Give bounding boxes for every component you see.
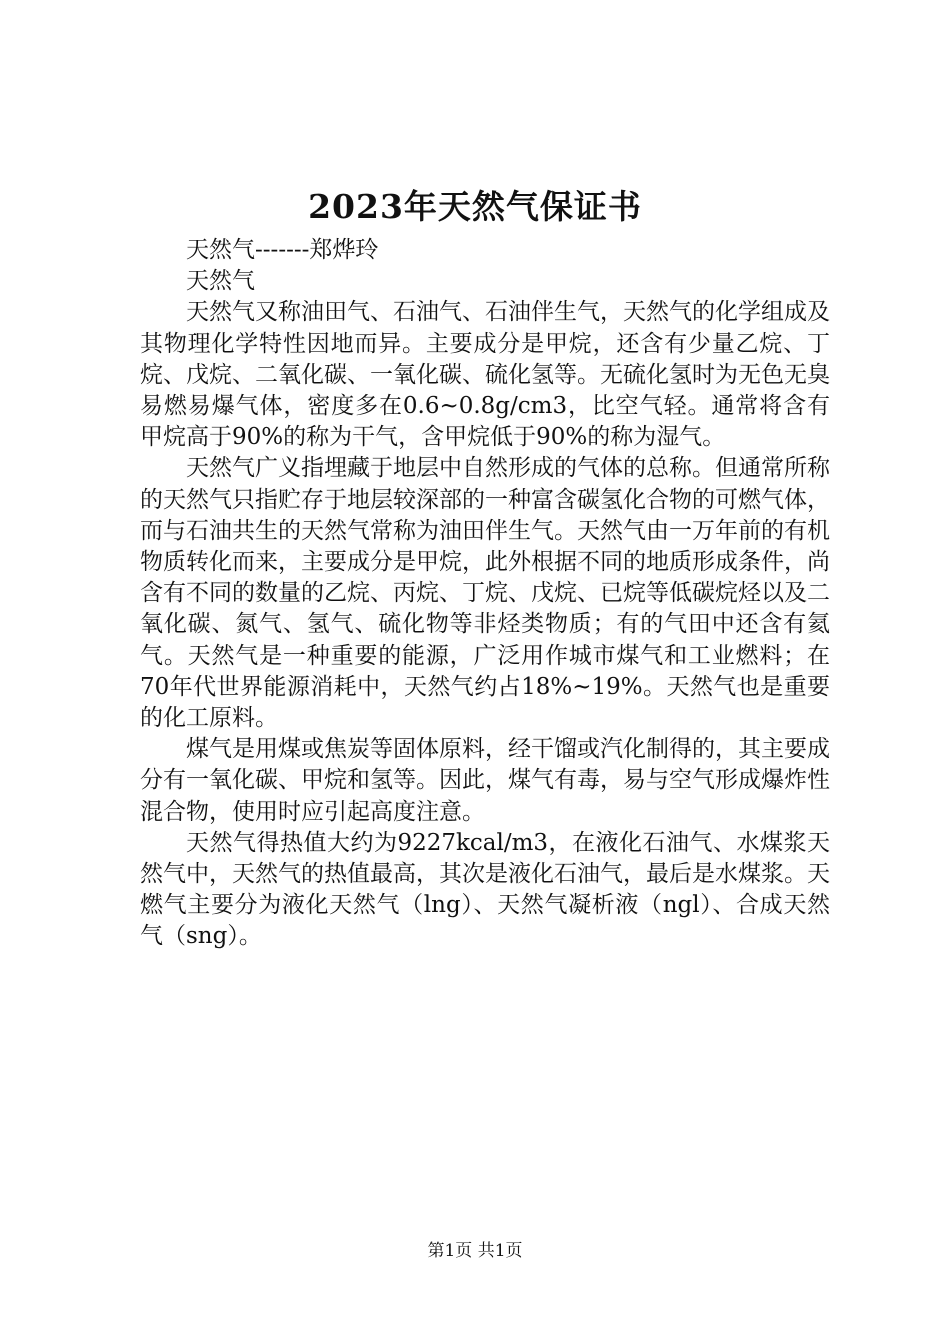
paragraph-coal-gas: 煤气是用煤或焦炭等固体原料，经干馏或汽化制得的，其主要成分有一氧化碳、甲烷和氢等。因此，煤气有毒，易与空气形成爆炸性混合物，使用时应引起高度注意。: [140, 736, 830, 825]
paragraph-definition: 天然气又称油田气、石油气、石油伴生气，天然气的化学组成及其物理化学特性因地而异。主要成分是甲烷，还含有少量乙烷、丁烷、戊烷、二氧化碳、一氧化碳、硫化氢等。无硫化氢时为无色无臭易燃易爆气体，密度多在0.6~0.8g/cm3，比空气轻。通常将含有甲烷高于90%的称为干气，含甲烷低于90%的称为湿气。: [140, 299, 830, 451]
document-title: 2023年天然气保证书: [308, 187, 642, 226]
document-body: [140, 235, 830, 953]
section-heading: 天然气: [186, 268, 255, 295]
paragraph-heat-value: 天然气得热值大约为9227kcal/m3，在液化石油气、水煤浆天然气中，天然气的热值最高，其次是液化石油气，最后是水煤浆。天燃气主要分为液化天然气（lng）、天然气凝析液（ngl）、合成天然气（sng）。: [140, 829, 830, 950]
paragraph-broad-meaning: 天然气广义指埋藏于地层中自然形成的气体的总称。但通常所称的天然气只指贮存于地层较深部的一种富含碳氢化合物的可燃气体，而与石油共生的天然气常称为油田伴生气。天然气由一万年前的有机物质转化而来，主要成分是甲烷，此外根据不同的地质形成条件，尚含有不同的数量的乙烷、丙烷、丁烷、戊烷、已烷等低碳烷烃以及二氧化碳、氮气、氢气、硫化物等非烃类物质；有的气田中还含有氦气。天然气是一种重要的能源，广泛用作城市煤气和工业燃料；在70年代世界能源消耗中，天然气约占18%~19%。天然气也是重要的化工原料。: [140, 455, 830, 732]
page-footer: 第1页 共1页: [427, 1241, 523, 1261]
author-line: 天然气-------郑烨玲: [186, 237, 379, 263]
